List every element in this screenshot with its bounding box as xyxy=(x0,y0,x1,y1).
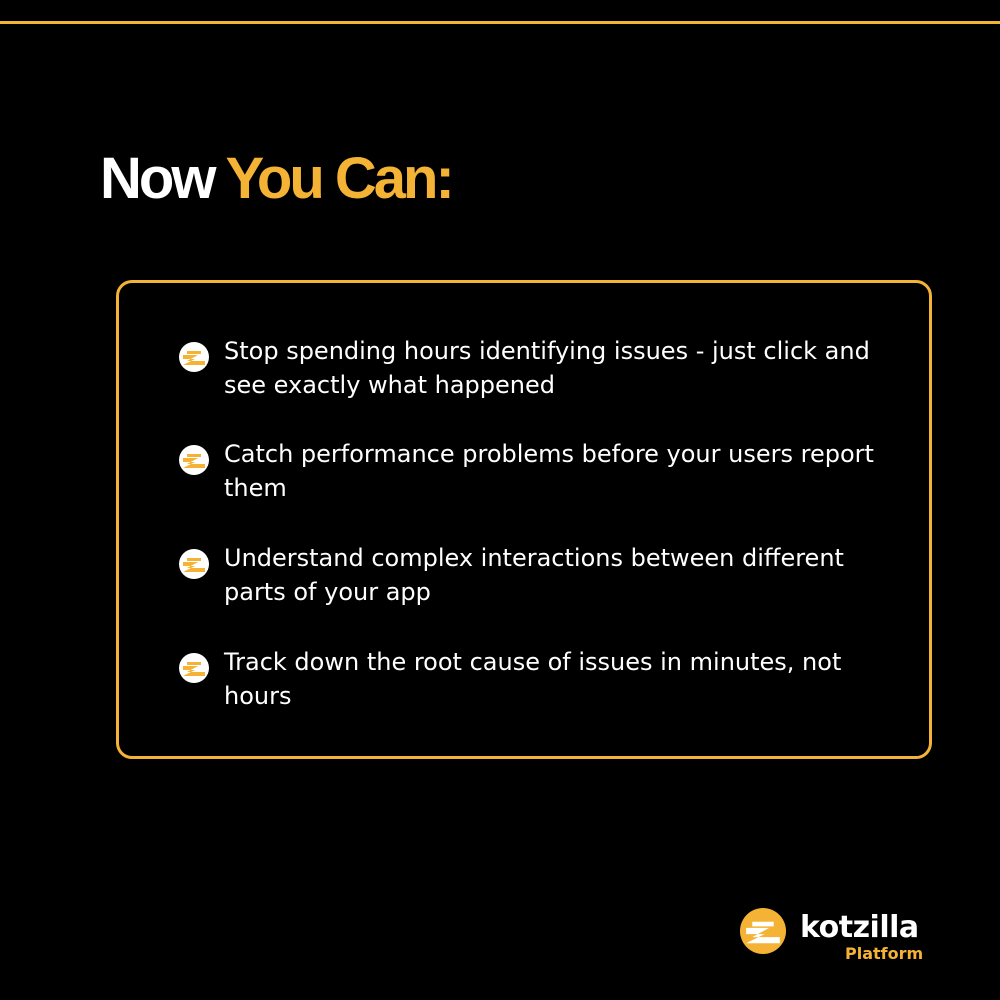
brand-name: kotzilla xyxy=(800,910,919,945)
brand-logo xyxy=(740,906,940,966)
list-item-text: Track down the root cause of issues in minutes, not hours xyxy=(224,648,842,710)
title-lead: Now xyxy=(100,146,214,211)
top-accent-rule xyxy=(0,21,1000,24)
page-title xyxy=(100,146,452,212)
kotzilla-logo-icon xyxy=(179,445,209,475)
brand-subtitle: Platform xyxy=(845,944,924,963)
benefits-panel xyxy=(116,280,932,759)
kotzilla-logo-icon xyxy=(179,549,209,579)
list-item-text: Stop spending hours identifying issues - just click and see exactly what happened xyxy=(224,337,870,399)
list-item-text: Catch performance problems before your users report them xyxy=(224,440,874,502)
kotzilla-logo-icon xyxy=(179,342,209,372)
list-item-text: Understand complex interactions between different parts of your app xyxy=(224,544,844,606)
kotzilla-logo-icon xyxy=(740,908,786,954)
kotzilla-logo-icon xyxy=(179,653,209,683)
title-emphasis: You Can: xyxy=(225,146,452,211)
